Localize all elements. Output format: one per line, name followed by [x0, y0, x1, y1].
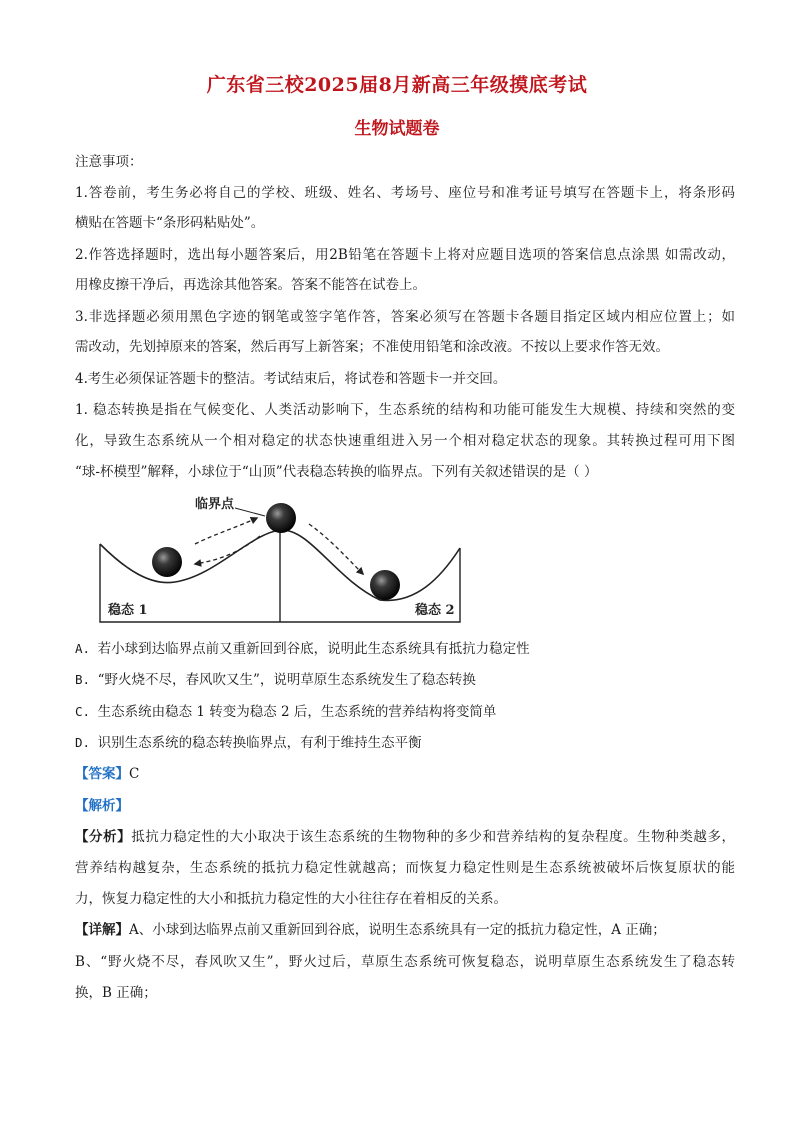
answer-label: 【答案】 [75, 766, 129, 782]
detail-line-1-text: A、小球到达临界点前又重新回到谷底，说明生态系统具有一定的抵抗力稳定性，A 正确； [129, 922, 666, 938]
option-c [75, 702, 735, 722]
notice-item-3-line-1: 3.非选择题必须用黑色字迹的钢笔或签字笔作答，答案必须写在答题卡各题目指定区域内相应位置上；如 [75, 309, 735, 325]
notice-item-3-line-2: 需改动，先划掉原来的答案，然后再写上新答案；不准使用铅笔和涂改液。不按以上要求作答无效。 [75, 339, 669, 355]
notice-item-2-line-1: 2.作答选择题时，选出每小题答案后，用2B铅笔在答题卡上将对应题目选项的答案信息点涂黑 如需改动， [75, 247, 735, 263]
notice-item-1-line-2: 横贴在答题卡“条形码粘贴处”。 [75, 215, 265, 231]
detail-tag: 【详解】 [75, 922, 129, 938]
option-a-letter: A. [75, 641, 91, 656]
arrow-left-down [195, 536, 260, 564]
notice-item-4: 4.考生必须保证答题卡的整洁。考试结束后，将试卷和答题卡一并交回。 [75, 371, 507, 387]
option-a [75, 639, 735, 659]
exam-title: 广东省三校2025届8月新高三年级摸底考试 [206, 74, 588, 96]
label-steady-state-1: 稳态 1 [108, 603, 148, 618]
analysis-line-1-text: 抵抗力稳定性的大小取决于该生态系统的生物物种的多少和营养结构的复杂程度。生物种类越多， [131, 829, 736, 845]
detail-line-1 [75, 920, 735, 940]
label-pointer [235, 508, 265, 516]
analysis-line-1 [75, 827, 735, 847]
exam-subtitle: 生物试题卷 [354, 119, 440, 139]
option-b [75, 670, 735, 690]
detail-line-2: B、“野火烧不尽，春风吹又生”，野火过后，草原生态系统可恢复稳态，说明草原生态系统发生了稳态转 [75, 954, 735, 970]
option-d-letter: D. [75, 735, 91, 750]
detail-line-3: 换，B 正确； [75, 985, 157, 1001]
analysis-label: 【解析】 [75, 798, 129, 814]
label-critical-point: 临界点 [195, 497, 235, 512]
option-d [75, 733, 735, 753]
question-1-stem-line-2: 化，导致生态系统从一个相对稳定的状态快速重组进入另一个相对稳定状态的现象。其转换过程可用下图 [75, 433, 735, 449]
analysis-line-2: 营养结构越复杂，生态系统的抵抗力稳定性就越高；而恢复力稳定性则是生态系统被破坏后恢复原状的能 [75, 860, 735, 876]
option-b-letter: B. [75, 672, 91, 687]
option-c-text: 生态系统由稳态 1 转变为稳态 2 后，生态系统的营养结构将变简单 [97, 704, 497, 720]
ball-cup-model-figure [95, 494, 465, 626]
notice-heading: 注意事项： [75, 154, 143, 170]
notice-item-1-line-1: 1.答卷前，考生务必将自己的学校、班级、姓名、考场号、座位号和准考证号填写在答题卡上，将条形码 [75, 185, 735, 201]
analysis-line-3: 力，恢复力稳定性的大小和抵抗力稳定性的大小往往存在着相反的关系。 [75, 891, 507, 907]
answer-row [75, 764, 735, 784]
analysis-heading [75, 796, 735, 816]
ball-left [152, 547, 182, 577]
ball-right [370, 570, 400, 600]
arrow-left-up [195, 518, 257, 544]
option-b-text: “野火烧不尽，春风吹又生”，说明草原生态系统发生了稳态转换 [97, 672, 476, 688]
notice-item-2-line-2: 用橡皮擦干净后，再选涂其他答案。答案不能答在试卷上。 [75, 277, 426, 293]
option-d-text: 识别生态系统的稳态转换临界点，有利于维持生态平衡 [97, 735, 422, 751]
question-1-stem-line-3: “球-杯模型”解释，小球位于“山顶”代表稳态转换的临界点。下列有关叙述错误的是（ ） [75, 464, 598, 480]
question-1-stem-line-1: 1. 稳态转换是指在气候变化、人类活动影响下，生态系统的结构和功能可能发生大规模、持续和突然的变 [75, 402, 735, 418]
analysis-tag: 【分析】 [75, 829, 132, 845]
ball-peak [266, 503, 296, 533]
label-steady-state-2: 稳态 2 [415, 603, 455, 618]
answer-value: C [129, 766, 140, 782]
option-a-text: 若小球到达临界点前又重新回到谷底，说明此生态系统具有抵抗力稳定性 [97, 641, 530, 657]
option-c-letter: C. [75, 704, 91, 719]
